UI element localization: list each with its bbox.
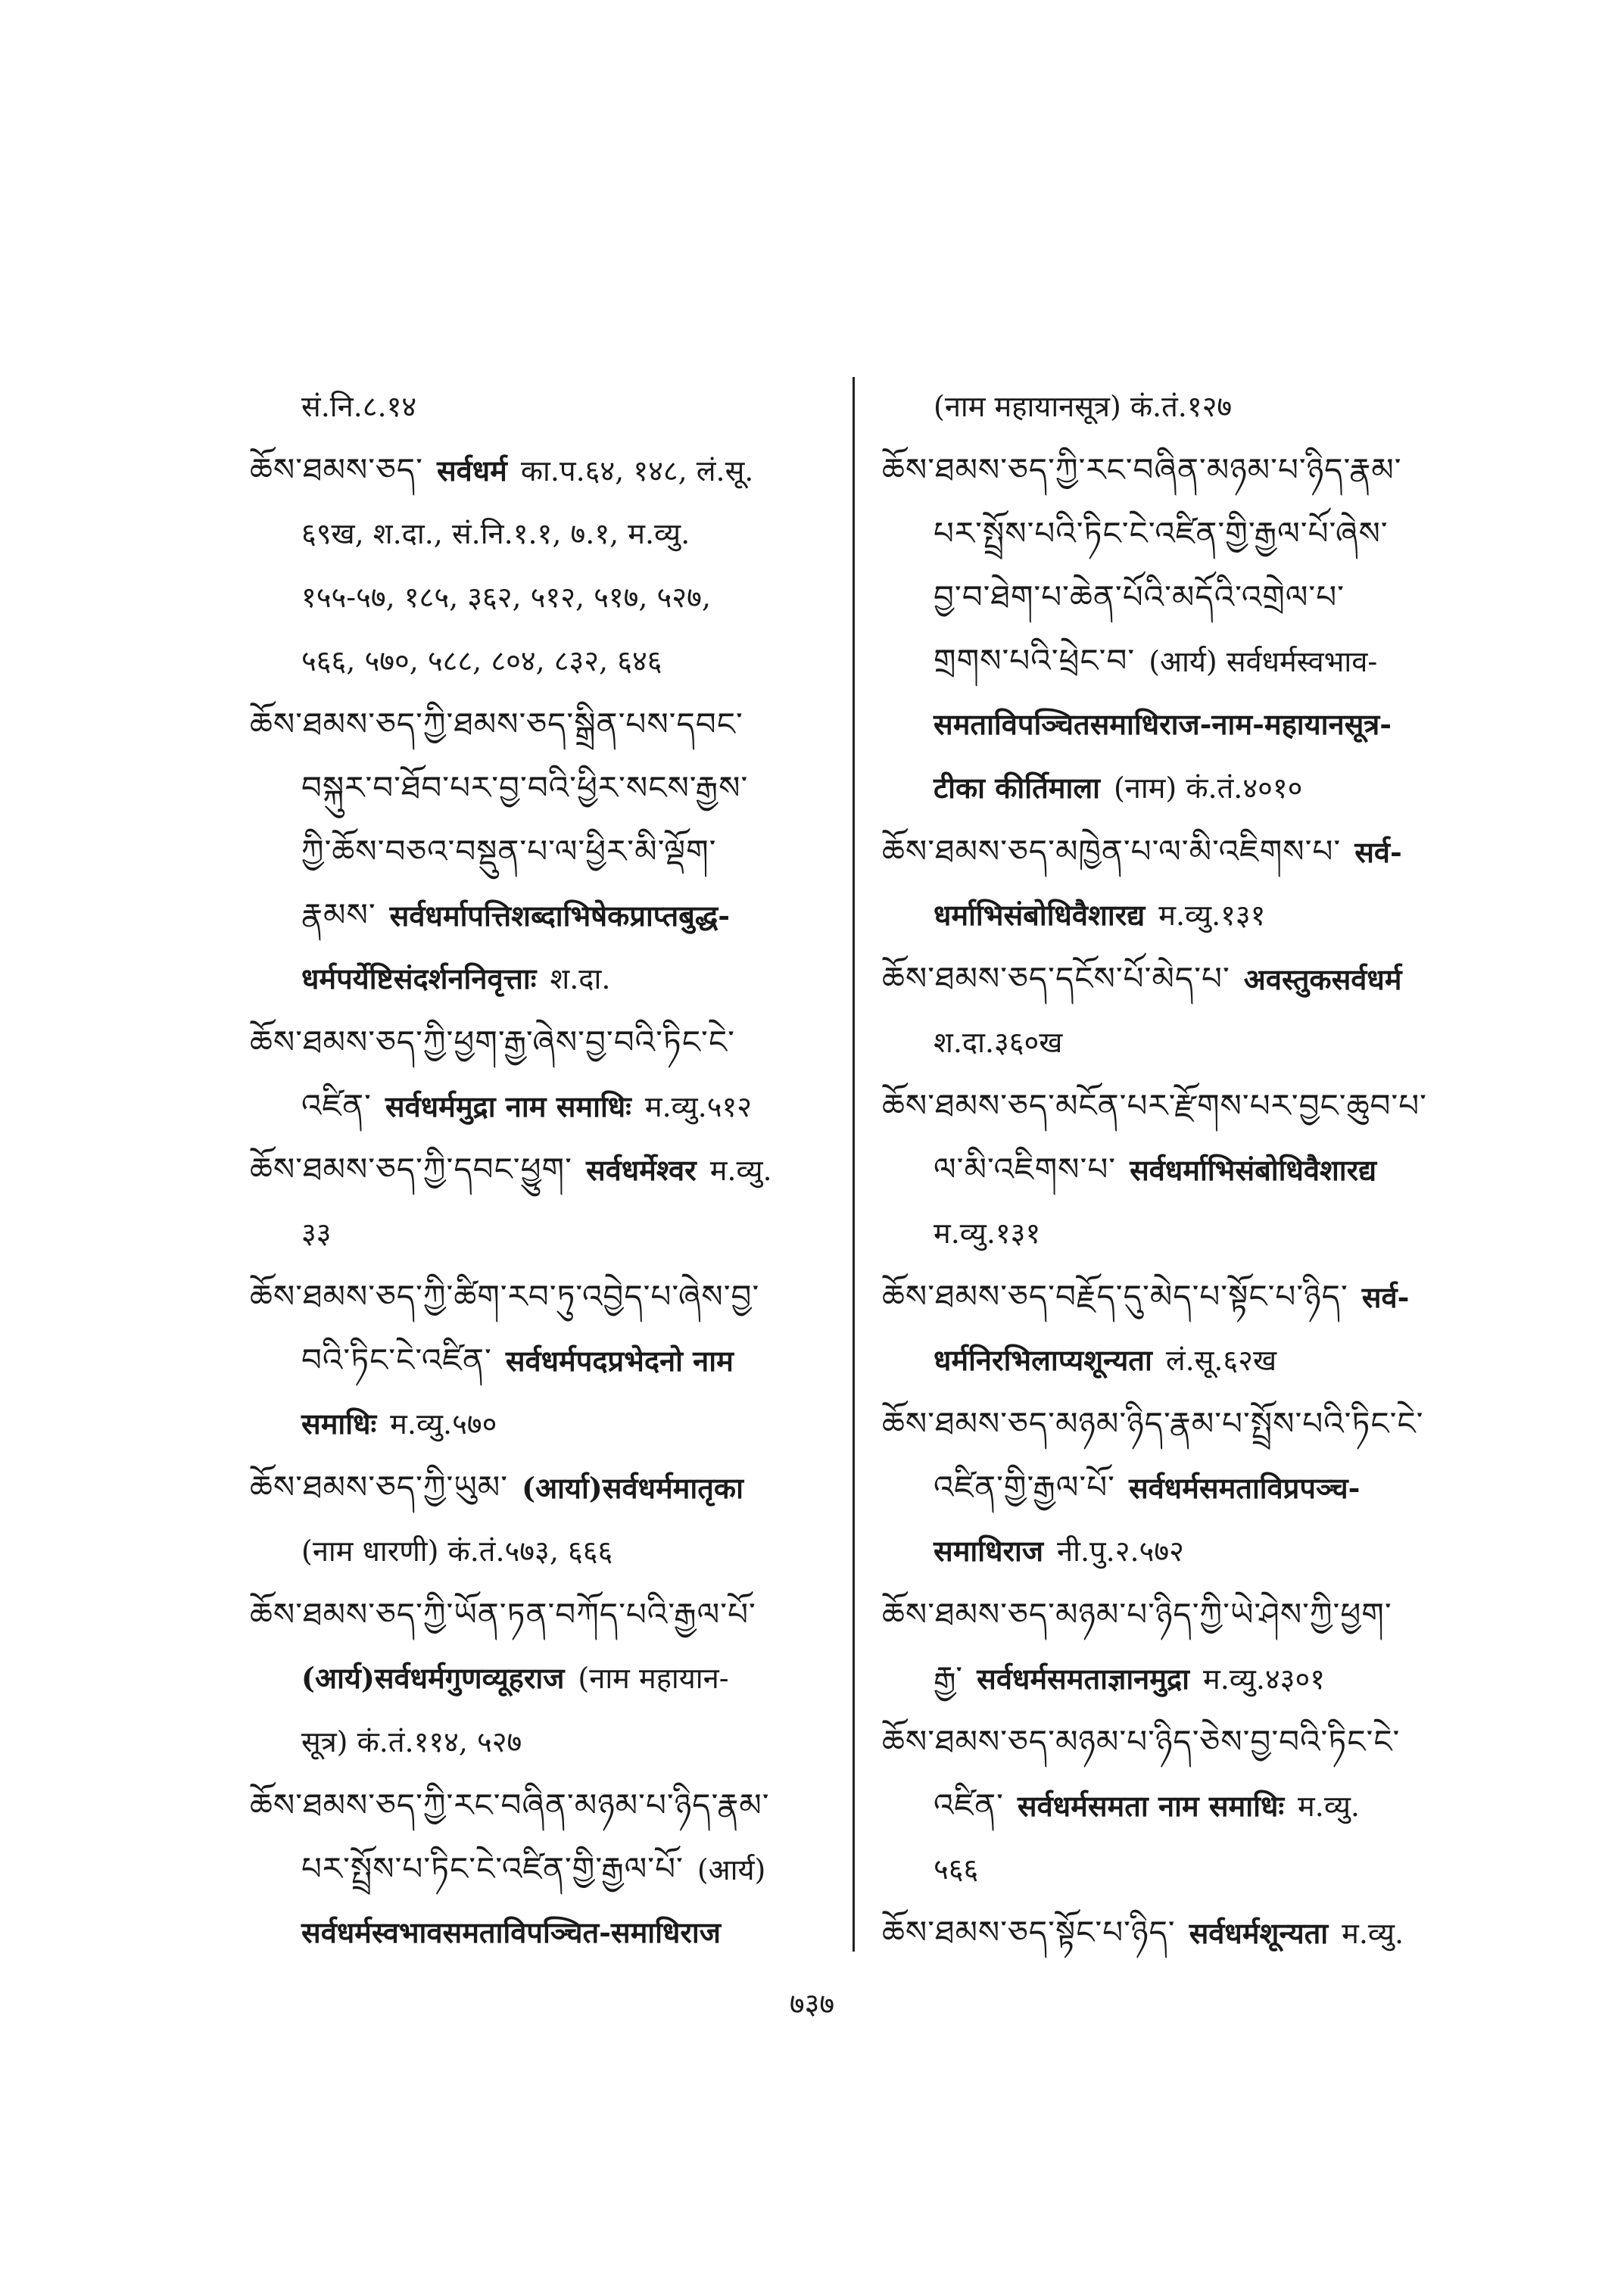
sanskrit-term: समाधिराज <box>934 1534 1044 1568</box>
tibetan-term: འཛིན་གྱི་རྒྱལ་པོ་ <box>934 1469 1115 1506</box>
sanskrit-term: टीका कीर्तिमाला <box>934 771 1100 805</box>
sanskrit-term: सर्वधर्ममुद्रा नाम समाधिः <box>385 1089 631 1123</box>
tibetan-term: པར་སྤྲོས་པ་ཏིང་ངེ་འཛིན་གྱི་རྒྱལ་པོ་ <box>301 1850 684 1887</box>
tibetan-term: ཆོས་ཐམས་ཅད་བརྗོད་དུ་མེད་པ་སྟོང་པ་ཉིད་ <box>882 1278 1348 1315</box>
tibetan-term: ཆོས་ཐམས་ཅད་མཉམ་པ་ཉིད་ཅེས་བྱ་བའི་ཏིང་ངེ་ <box>882 1723 1401 1760</box>
entry-line <box>250 1011 848 1074</box>
sanskrit-term: सर्व- <box>1361 1280 1410 1314</box>
sanskrit-term: (आर्या)सर्वधर्ममातृका <box>522 1471 743 1505</box>
entry-line <box>882 375 1480 438</box>
sanskrit-term: सर्वधर्मपदप्रभेदनो नाम <box>505 1344 734 1378</box>
sanskrit-term: अवस्तुकसर्वधर्म <box>1243 962 1402 996</box>
sanskrit-term: समताविपञ्चितसमाधिराज-नाम-महायानसूत्र- <box>934 707 1392 741</box>
entry-line <box>882 1265 1480 1329</box>
column-divider <box>853 377 855 1952</box>
reference-text: म.व्यु.१३१ <box>1158 899 1266 932</box>
left-column <box>250 375 848 1964</box>
tibetan-term: ཆོས་ཐམས་ཅད་སྟོང་པ་ཉིད་ <box>882 1914 1176 1951</box>
reference-text: म.व्यु.५७० <box>390 1407 497 1441</box>
entry-line <box>250 1329 848 1392</box>
sanskrit-term: सर्व- <box>1354 835 1402 869</box>
page-number: ७३७ <box>789 1987 835 2020</box>
sanskrit-term: समाधिः <box>301 1407 377 1441</box>
sanskrit-term: सर्वधर्मापत्तिशब्दाभिषेकप्राप्तबुद्ध- <box>389 899 730 933</box>
reference-text: १५५-५७, १८५, ३६२, ५१२, ५१७, ५२७, <box>301 581 711 614</box>
tibetan-term: བྱ་བ་ཐེག་པ་ཆེན་པོའི་མདོའི་འགྲེལ་པ་ <box>934 578 1345 615</box>
reference-text: सं.नि.८.१४ <box>301 390 417 423</box>
entry-line <box>250 438 848 502</box>
sanskrit-term: सर्वधर्मसमताज्ञानमुद्रा <box>977 1662 1189 1696</box>
entry-line <box>882 1647 1480 1710</box>
reference-text: म.व्यु.५१२ <box>644 1090 753 1123</box>
tibetan-term: རྣམས་ <box>301 896 376 933</box>
tibetan-term: ཀྱི་ཆོས་བཅའ་བསྡུན་པ་ལ་ཕྱིར་མི་ལྡོག་ <box>301 833 717 870</box>
entry-line <box>250 1647 848 1710</box>
reference-text: लं.सू.६२ख <box>1165 1344 1277 1377</box>
reference-text: ६९ख, श.दा., सं.नि.१.१, ७.१, म.व्यु. <box>301 517 690 550</box>
entry-line <box>250 375 848 438</box>
reference-text: म.व्यु. <box>1298 1790 1360 1823</box>
entry-line <box>882 565 1480 629</box>
entry-line <box>250 693 848 756</box>
reference-text: म.व्यु.१३१ <box>934 1217 1041 1250</box>
entry-line <box>250 947 848 1011</box>
entry-line <box>882 1392 1480 1456</box>
tibetan-term: བསྐུར་བ་ཐོབ་པར་བྱ་བའི་ཕྱིར་སངས་རྒྱས་ <box>301 769 749 806</box>
reference-text: सूत्र) कं.तं.११४, ५२७ <box>301 1725 522 1759</box>
tibetan-term: ཆོས་ཐམས་ཅད་མཉམ་པ་ཉིད་ཀྱི་ཡེ་ཤེས་ཀྱི་ཕྱག་ <box>882 1596 1392 1633</box>
entry-line <box>250 1265 848 1329</box>
tibetan-term: ཆོས་ཐམས་ཅད་མཁྱེན་པ་ལ་མི་འཇིགས་པ་ <box>882 833 1342 870</box>
tibetan-term: ཆོས་ཐམས་ཅད་ཀྱི་ཡོན་ཏན་བཀོད་པའི་རྒྱལ་པོ་ <box>250 1596 756 1633</box>
tibetan-term: ཆོས་ཐམས་ཅད་མཉམ་ཉིད་རྣམ་པ་སྤྲོས་པའི་ཏིང་ངེ་ <box>882 1405 1424 1442</box>
entry-line <box>250 1392 848 1456</box>
right-column <box>882 375 1480 1964</box>
entry-line <box>250 820 848 883</box>
sanskrit-term: सर्वधर्माभिसंबोधिवैशारद्य <box>1130 1153 1377 1187</box>
tibetan-term: ཆོས་ཐམས་ཅད་ཀྱི་ཕྱག་རྒྱ་ཞེས་བྱ་བའི་ཏིང་ངེ་ <box>250 1023 735 1061</box>
reference-text: का.प.६४, १४८, लं.सू. <box>520 454 754 488</box>
entry-line <box>882 1074 1480 1138</box>
entry-line <box>882 502 1480 565</box>
entry-line <box>250 883 848 947</box>
entry-line <box>882 883 1480 947</box>
reference-text: (नाम धारणी) कं.तं.५७३, ६६६ <box>301 1534 613 1568</box>
tibetan-term: པར་སྤྲོས་པའི་ཏིང་ངེ་འཛིན་གྱི་རྒྱལ་པོ་ཞེས་ <box>934 515 1389 552</box>
reference-text: (नाम महायान- <box>578 1662 729 1695</box>
tibetan-term: ཆོས་ཐམས་ཅད་ཀྱི་དབང་ཕྱུག་ <box>250 1151 572 1188</box>
entry-line <box>882 1901 1480 1964</box>
entry-line <box>882 438 1480 502</box>
tibetan-term: ཆོས་ཐམས་ཅད་ཀྱི་རང་བཞིན་མཉམ་པ་ཉིད་རྣམ་ <box>882 451 1402 488</box>
tibetan-term: གྲགས་པའི་ཕྲེང་བ་ <box>934 642 1136 679</box>
reference-text: श.दा.३६०ख <box>934 1026 1063 1059</box>
sanskrit-term: (आर्य)सर्वधर्मगुणव्यूहराज <box>301 1661 565 1695</box>
tibetan-term: ཆོས་ཐམས་ཅད་དངོས་པོ་མེད་པ་ <box>882 960 1230 997</box>
entry-line <box>882 1329 1480 1392</box>
entry-line <box>250 1901 848 1964</box>
sanskrit-term: सर्वधर्मशून्यता <box>1189 1916 1329 1950</box>
entry-line <box>250 1519 848 1583</box>
entry-line <box>250 629 848 693</box>
entry-line <box>250 1710 848 1774</box>
entry-line <box>882 1583 1480 1647</box>
reference-text: म.व्यु.४३०१ <box>1203 1662 1325 1696</box>
reference-text: (नाम) कं.तं.४०१० <box>1113 771 1303 805</box>
entry-line <box>882 1201 1480 1265</box>
sanskrit-term: सर्वधर्मेश्वर <box>585 1153 697 1187</box>
sanskrit-term: सर्वधर्म <box>436 453 507 488</box>
reference-text: म.व्यु. <box>1342 1917 1404 1950</box>
entry-line <box>250 1201 848 1265</box>
tibetan-term: ཆོས་ཐམས་ཅད་ཀྱི་ཚིག་རབ་ཏུ་འབྱེད་པ་ཞེས་བྱ་ <box>250 1278 760 1315</box>
entry-line <box>882 947 1480 1011</box>
entry-line <box>250 1456 848 1519</box>
reference-text: (आर्य) सर्वधर्मस्वभाव- <box>1149 645 1378 678</box>
tibetan-term: ཆོས་ཐམས་ཅད་ཀྱི་ཡུམ་ <box>250 1469 509 1506</box>
tibetan-term: རྒྱ་ <box>934 1659 964 1696</box>
reference-text: नी.पु.२.५७२ <box>1057 1534 1184 1568</box>
entry-line <box>882 1837 1480 1901</box>
entry-line <box>882 1774 1480 1837</box>
tibetan-term: ཆོས་ཐམས་ཅད་ཀྱི་ཐམས་ཅད་སྒྲིན་པས་དབང་ <box>250 706 743 743</box>
entry-line <box>882 756 1480 820</box>
reference-text: म.व्यु. <box>709 1154 772 1187</box>
tibetan-term: ཆོས་ཐམས་ཅད་ཀྱི་རང་བཞིན་མཉམ་པ་ཉིད་རྣམ་ <box>250 1787 770 1824</box>
reference-text: ५६६ <box>934 1852 979 1886</box>
tibetan-term: ཆོས་ཐམས་ཅད་ <box>250 451 423 488</box>
entry-line <box>250 565 848 629</box>
tibetan-term: བའི་ཏིང་ངེ་འཛིན་ <box>301 1341 492 1379</box>
entry-line <box>882 1011 1480 1074</box>
sanskrit-term: सर्वधर्मस्वभावसमताविपञ्चित-समाधिराज <box>301 1915 721 1949</box>
sanskrit-term: धर्माभिसंबोधिवैशारद्य <box>934 898 1146 932</box>
reference-text: श.दा. <box>550 962 611 995</box>
reference-text: (आर्य) <box>697 1853 766 1886</box>
tibetan-term: ཆོས་ཐམས་ཅད་མངོན་པར་རྫོགས་པར་བྱང་ཆུབ་པ་ <box>882 1087 1427 1124</box>
entry-line <box>882 1456 1480 1519</box>
sanskrit-term: धर्मनिरभिलाप्यशून्यता <box>934 1343 1152 1377</box>
entry-line <box>882 1519 1480 1583</box>
sanskrit-term: सर्वधर्मसमता नाम समाधिः <box>1017 1789 1285 1823</box>
entry-line <box>250 1837 848 1901</box>
tibetan-term: ལ་མི་འཇིགས་པ་ <box>934 1151 1117 1188</box>
entry-line <box>250 1774 848 1837</box>
sanskrit-term: सर्वधर्मसमताविप्रपञ्च- <box>1128 1471 1361 1505</box>
tibetan-term: འཛིན་ <box>934 1787 1004 1824</box>
entry-line <box>250 1583 848 1647</box>
sanskrit-term: धर्मपर्येष्टिसंदर्शननिवृत्ताः <box>301 961 537 995</box>
tibetan-term: འཛིན་ <box>301 1087 372 1124</box>
entry-line <box>882 1710 1480 1774</box>
entry-line <box>882 820 1480 883</box>
entry-line <box>250 502 848 565</box>
entry-line <box>882 629 1480 693</box>
entry-line <box>250 756 848 820</box>
reference-text: ३३ <box>301 1217 332 1250</box>
entry-line <box>882 693 1480 756</box>
reference-text: ५६६, ५७०, ५८८, ८०४, ८३२, ६४६ <box>301 644 662 678</box>
entry-line <box>882 1138 1480 1201</box>
entry-line <box>250 1074 848 1138</box>
entry-line <box>250 1138 848 1201</box>
reference-text: (नाम महायानसूत्र) कं.तं.१२७ <box>934 390 1233 423</box>
